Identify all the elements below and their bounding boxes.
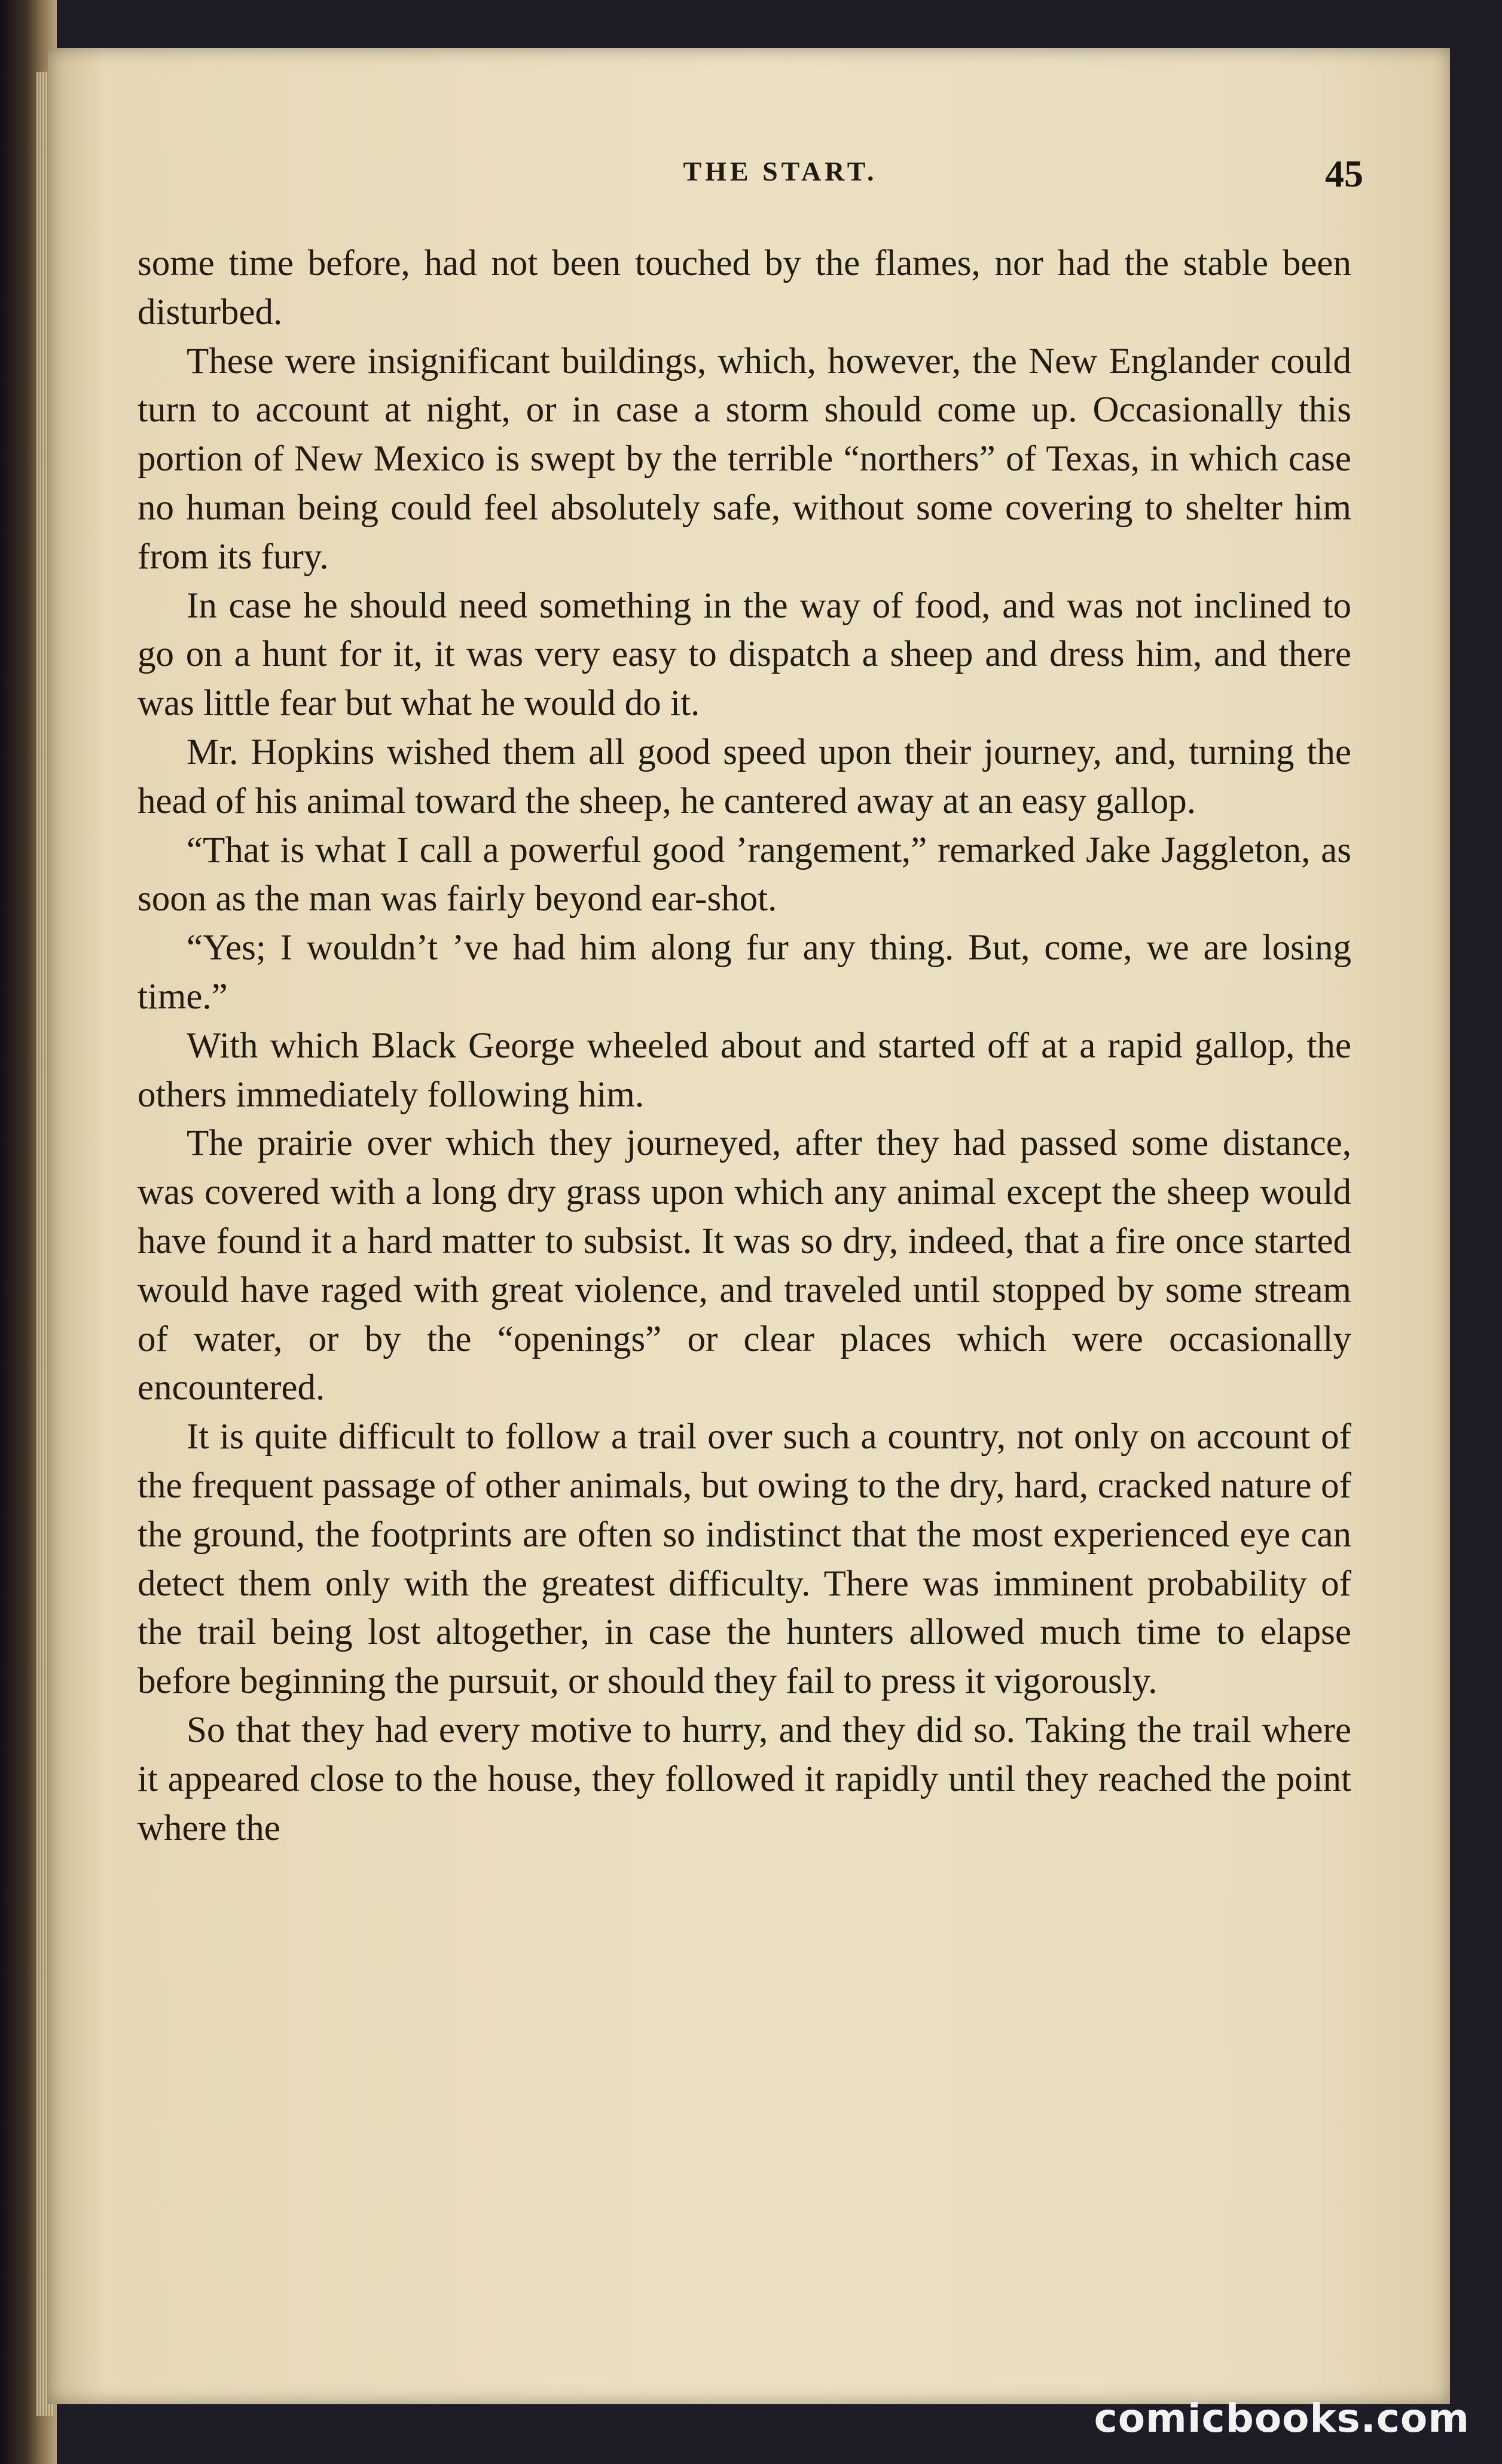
paragraph-7: With which Black George wheeled about and started off at a rapid gallop, the others immediately following him. [138, 1025, 1351, 1115]
paragraph-2: These were insignificant buildings, which, however, the New Englander could turn to account at night, or in case a storm should come up. Occasionally this portion of New Mexico is swept by the terrible “northers” of Texas, in which case no human being could feel absolutely safe, without some covering to shelter him from its fury. [138, 341, 1351, 577]
paragraph-8: The prairie over which they journeyed, after they had passed some distance, was covered with a long dry grass upon which any animal except the sheep would have found it a hard matter to subsist. It was so dry, indeed, that a fire once started would have raged with great violence, and traveled until stopped by some stream of water, or by the “openings” or clear places which were occasionally encountered. [138, 1123, 1351, 1408]
book-page [48, 48, 1450, 2404]
site-watermark: comicbooks.com [1094, 2395, 1470, 2441]
running-head: THE START. [683, 156, 878, 187]
paragraph-1: some time before, had not been touched by the flames, nor had the stable been disturbed. [138, 243, 1351, 332]
body-text [138, 239, 1351, 1852]
paragraph-10: So that they had every motive to hurry, and they did so. Taking the trail where it appeared close to the house, they followed it rapidly until they reached the point where the [138, 1710, 1351, 1848]
paragraph-9: It is quite difficult to follow a trail over such a country, not only on account of the frequent passage of other animals, but owing to the dry, hard, cracked nature of the ground, the footprints are often so indistinct that the most experienced eye can detect them only with the greatest difficulty. There was imminent probability of the trail being lost altogether, in case the hunters allowed much time to elapse before beginning the pursuit, or should they fail to press it vigorously. [138, 1417, 1351, 1702]
paragraph-6: “Yes; I wouldn’t ’ve had him along fur any thing. But, come, we are losing time.” [138, 928, 1351, 1017]
paragraph-4: Mr. Hopkins wished them all good speed upon their journey, and, turning the head of his animal toward the sheep, he cantered away at an easy gallop. [138, 732, 1351, 821]
paragraph-5: “That is what I call a powerful good ’rangement,” remarked Jake Jaggleton, as soon as the man was fairly beyond ear-shot. [138, 830, 1351, 919]
paragraph-3: In case he should need something in the way of food, and was not inclined to go on a hunt for it, it was very easy to dispatch a sheep and dress him, and there was little fear but what he would do it. [138, 585, 1351, 724]
page-number: 45 [1325, 152, 1363, 195]
page-header [48, 152, 1450, 221]
